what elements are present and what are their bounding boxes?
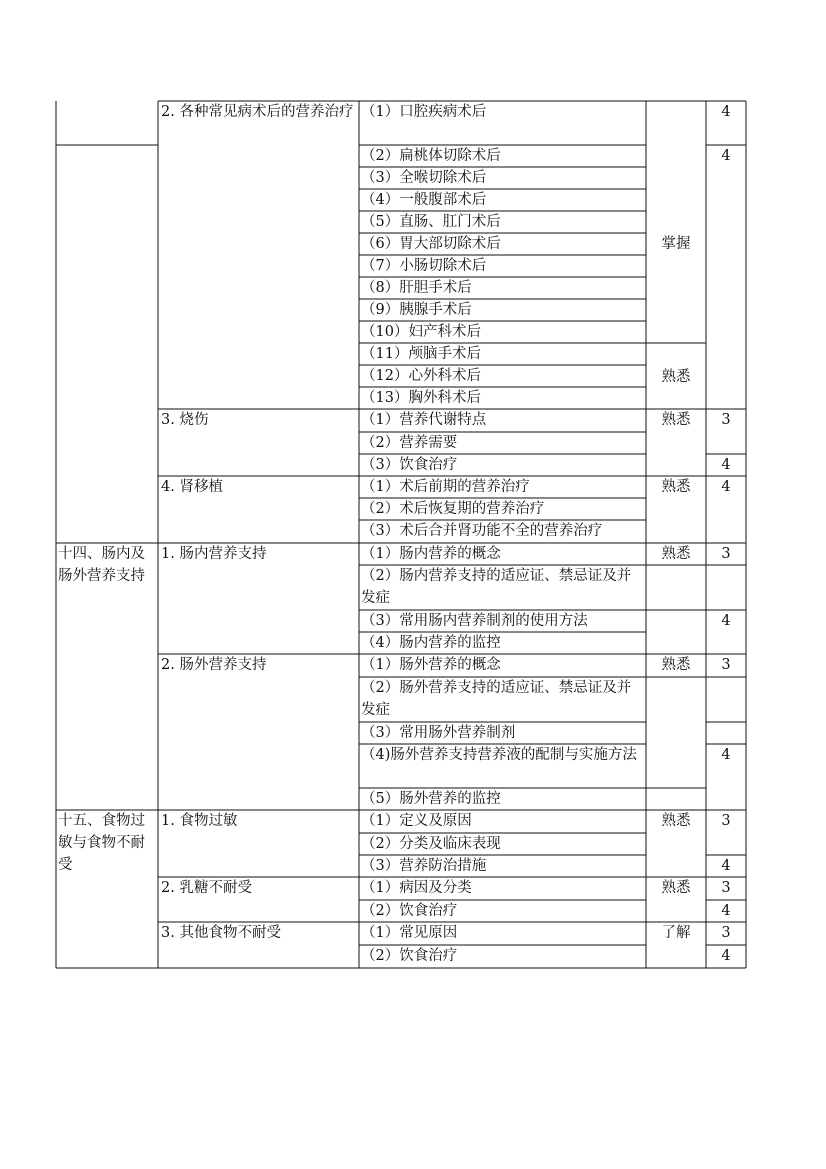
content-cell: （4）肠内营养的监控 — [361, 635, 501, 651]
content-cell: （5）直肠、肛门术后 — [361, 214, 501, 230]
level-cell: 3 — [721, 412, 731, 428]
requirement-cell: 熟悉 — [661, 813, 691, 829]
content-cell: （8）肝胆手术后 — [361, 280, 472, 296]
topic-cell: 3. 其他食物不耐受 — [161, 925, 281, 941]
requirement-cell: 熟悉 — [661, 479, 691, 495]
level-cell: 3 — [721, 813, 731, 829]
content-cell: （5）肠外营养的监控 — [361, 791, 501, 807]
level-cell: 4 — [721, 104, 731, 120]
content-cell: （1）定义及原因 — [361, 813, 472, 829]
content-cell: （1）常见原因 — [361, 925, 458, 941]
content-cell: （2）扁桃体切除术后 — [361, 148, 501, 164]
content-cell: （11）颅脑手术后 — [361, 346, 481, 362]
content-cell: （2）肠内营养支持的适应证、禁忌证及并发症 — [361, 568, 632, 606]
content-cell: （2）术后恢复期的营养治疗 — [361, 501, 545, 517]
content-cell: （1）口腔疾病术后 — [361, 104, 487, 120]
content-cell: （12）心外科术后 — [361, 368, 481, 384]
level-cell: 4 — [721, 903, 731, 919]
content-cell: （2）饮食治疗 — [361, 948, 458, 964]
level-cell: 3 — [721, 925, 731, 941]
unit-cell: 十五、食物过敏与食物不耐受 — [58, 813, 145, 873]
requirement-cell: 了解 — [661, 925, 691, 941]
topic-cell: 3. 烧伤 — [161, 412, 209, 428]
level-cell: 4 — [721, 479, 731, 495]
level-cell: 4 — [721, 613, 731, 629]
content-cell: （9）胰腺手术后 — [361, 302, 472, 318]
content-cell: （3）常用肠内营养制剂的使用方法 — [361, 613, 588, 629]
content-cell: （3）全喉切除术后 — [361, 170, 487, 186]
topic-cell: 1. 食物过敏 — [161, 813, 238, 829]
req-mastery-merged: 掌握 — [661, 236, 691, 252]
level-cell: 3 — [721, 546, 731, 562]
level-cell: 4 — [721, 948, 731, 964]
topic-cell: 2. 各种常见病术后的营养治疗 — [161, 104, 354, 120]
requirement-cell: 熟悉 — [661, 657, 691, 673]
requirement-cell: 熟悉 — [661, 412, 691, 428]
content-cell: （13）胸外科术后 — [361, 390, 481, 406]
content-cell: （7）小肠切除术后 — [361, 258, 487, 274]
content-cell: （1）术后前期的营养治疗 — [361, 479, 530, 495]
level-cell: 4 — [721, 858, 731, 874]
level-cell: 4 — [721, 457, 731, 473]
content-cell: （2）肠外营养支持的适应证、禁忌证及并发症 — [361, 680, 632, 718]
content-cell: （2）饮食治疗 — [361, 903, 458, 919]
topic-cell: 2. 乳糖不耐受 — [161, 880, 252, 896]
req-familiar-merged: 熟悉 — [661, 369, 691, 385]
topic-cell: 2. 肠外营养支持 — [161, 657, 267, 673]
unit-cell: 十四、肠内及肠外营养支持 — [58, 546, 145, 584]
content-cell: （1）病因及分类 — [361, 880, 472, 896]
level-cell: 3 — [721, 880, 731, 896]
content-cell: （2）营养需要 — [361, 435, 458, 451]
content-cell: （1）肠内营养的概念 — [361, 546, 501, 562]
requirement-cell: 熟悉 — [661, 546, 691, 562]
topic-cell: 1. 肠内营养支持 — [161, 546, 267, 562]
content-cell: （3）常用肠外营养制剂 — [361, 725, 516, 741]
content-cell: （1）肠外营养的概念 — [361, 657, 501, 673]
content-cell: （4)肠外营养支持营养液的配制与实施方法 — [361, 747, 637, 763]
content-cell: （4）一般腹部术后 — [361, 192, 487, 208]
content-cell: （6）胃大部切除术后 — [361, 236, 501, 252]
content-cell: （1）营养代谢特点 — [361, 412, 487, 428]
requirement-cell: 熟悉 — [661, 880, 691, 896]
level-cell: 4 — [721, 148, 731, 164]
content-cell: （3）术后合并肾功能不全的营养治疗 — [361, 523, 603, 539]
topic-cell: 4. 肾移植 — [161, 479, 223, 495]
level-cell: 3 — [721, 657, 731, 673]
level-cell: 4 — [721, 747, 731, 763]
content-cell: （3）营养防治措施 — [361, 858, 487, 874]
content-cell: （10）妇产科术后 — [361, 324, 481, 340]
content-cell: （2）分类及临床表现 — [361, 836, 501, 852]
content-cell: （3）饮食治疗 — [361, 457, 458, 473]
